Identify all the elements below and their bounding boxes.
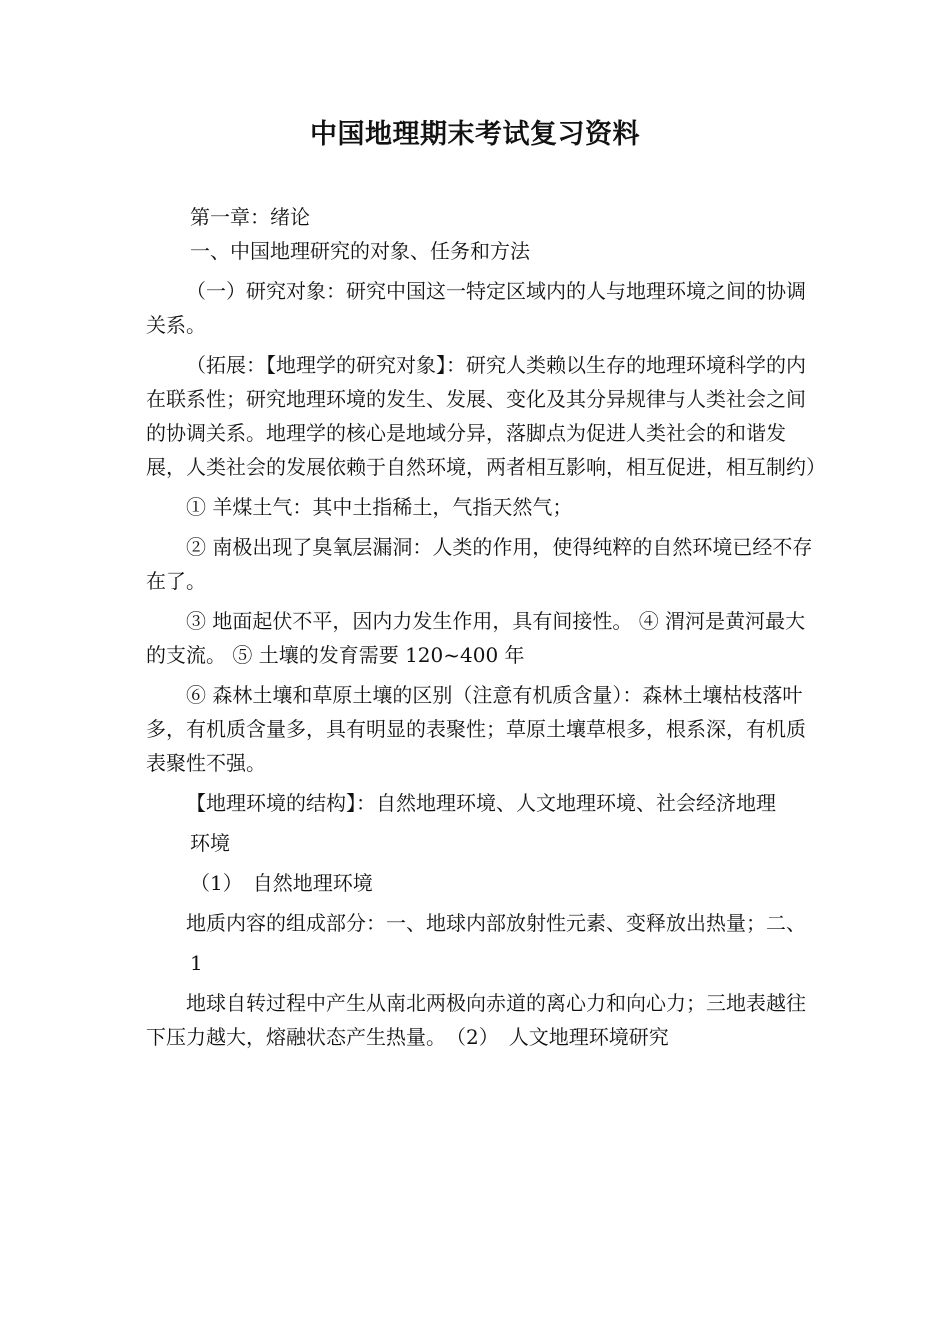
paragraph: 地球自转过程中产生从南北两极向赤道的离心力和向心力；三地表越往下压力越大，熔融状态产生热量。 （2） 人文地理环境研究 (146, 991, 806, 1049)
paragraph: 环境 (190, 831, 230, 855)
paragraph: （拓展：【地理学的研究对象】：研究人类赖以生存的地理环境科学的内在联系性；研究地理环境的发生、发展、变化及其分异规律与人类社会之间的协调关系。地理学的核心是地域分异，落脚点为促进人类社会的和谐发展，人类社会的发展依赖于自然环境，两者相互影响，相互促进，相互制约） (146, 353, 826, 479)
list-item: ⑥ 森林土壤和草原土壤的区别（注意有机质含量）：森林土壤枯枝落叶多，有机质含量多，具有明显的表聚性；草原土壤草根多，根系深，有机质表聚性不强。 (146, 683, 806, 775)
paragraph: 【地理环境的结构】：自然地理环境、人文地理环境、社会经济地理 (186, 791, 776, 815)
page-title: 中国地理期末考试复习资料 (310, 119, 640, 150)
subsection-heading: （1） 自然地理环境 (190, 871, 373, 895)
document-body (146, 200, 826, 1060)
list-item: ③ 地面起伏不平，因内力发生作用，具有间接性。 ④ 渭河是黄河最大的支流。 ⑤ 土壤的发育需要 120~400 年 (146, 609, 806, 667)
paragraph: （一）研究对象：研究中国这一特定区域内的人与地理环境之间的协调关系。 (146, 279, 806, 337)
page-number: 1 (190, 951, 203, 975)
chapter-heading: 第一章：绪论 (190, 205, 310, 229)
paragraph: 地质内容的组成部分：一、地球内部放射性元素、变释放出热量；二、 (186, 911, 806, 935)
section-heading: 一、中国地理研究的对象、任务和方法 (190, 239, 530, 263)
list-item: ① 羊煤土气：其中土指稀土，气指天然气； (186, 495, 573, 519)
list-item: ② 南极出现了臭氧层漏洞：人类的作用，使得纯粹的自然环境已经不存在了。 (146, 535, 813, 593)
